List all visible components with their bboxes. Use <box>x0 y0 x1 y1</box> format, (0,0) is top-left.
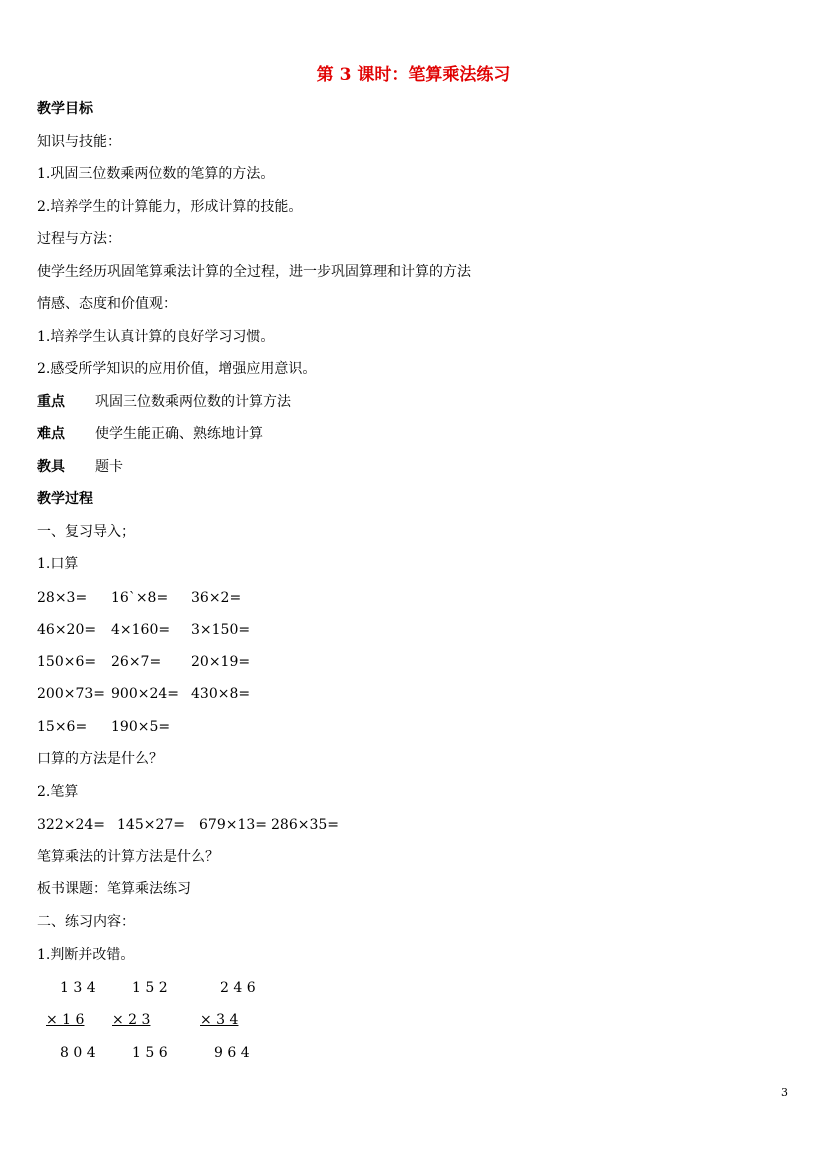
written-heading: 2.笔算 <box>37 784 79 800</box>
judge-result: 8 0 4 <box>60 1045 96 1061</box>
knowledge-item-2: 2.培养学生的计算能力，形成计算的技能。 <box>37 199 303 215</box>
page-number: 3 <box>781 1086 788 1099</box>
oral-question: 口算的方法是什么？ <box>37 751 163 767</box>
difficulty-label: 难点 <box>37 426 65 442</box>
judge-multiplier: × 1 6 <box>46 1012 85 1028</box>
judge-heading: 1.判断并改错。 <box>37 947 135 963</box>
knowledge-heading: 知识与技能： <box>37 134 121 150</box>
oral-item: 20×19= <box>191 654 251 670</box>
oral-item: 46×20= <box>37 622 97 638</box>
oral-item: 430×8= <box>191 686 251 702</box>
oral-item: 16`×8= <box>111 590 169 606</box>
judge-multiplier: × 3 4 <box>200 1012 239 1028</box>
oral-item: 4×160= <box>111 622 171 638</box>
process-heading: 过程与方法： <box>37 231 121 247</box>
practice-heading: 二、练习内容： <box>37 914 135 930</box>
written-question: 笔算乘法的计算方法是什么？ <box>37 849 219 865</box>
difficulty-point <box>37 425 263 443</box>
key-label: 重点 <box>37 394 65 410</box>
oral-item: 3×150= <box>191 622 251 638</box>
judge-top: 1 5 2 <box>132 980 168 996</box>
written-item: 145×27= <box>117 817 185 833</box>
written-item: 679×13= <box>199 817 267 833</box>
review-heading: 一、复习导入； <box>37 524 135 540</box>
oral-item: 200×73= <box>37 686 105 702</box>
board-title: 板书课题：笔算乘法练习 <box>37 881 191 897</box>
judge-top: 1 3 4 <box>60 980 96 996</box>
written-item: 286×35= <box>271 817 339 833</box>
tools-text: 题卡 <box>95 459 123 475</box>
tools-point <box>37 458 123 476</box>
tools-label: 教具 <box>37 459 65 475</box>
judge-result: 9 6 4 <box>214 1045 250 1061</box>
oral-item: 190×5= <box>111 719 171 735</box>
judge-multiplier: × 2 3 <box>112 1012 151 1028</box>
emotion-item-2: 2.感受所学知识的应用价值，增强应用意识。 <box>37 361 317 377</box>
oral-item: 26×7= <box>111 654 162 670</box>
oral-item: 150×6= <box>37 654 97 670</box>
oral-item: 900×24= <box>111 686 179 702</box>
oral-heading: 1.口算 <box>37 556 79 572</box>
difficulty-text: 使学生能正确、熟练地计算 <box>95 426 263 442</box>
oral-item: 28×3= <box>37 590 88 606</box>
oral-item: 36×2= <box>191 590 242 606</box>
key-text: 巩固三位数乘两位数的计算方法 <box>95 394 291 410</box>
judge-top: 2 4 6 <box>220 980 256 996</box>
procedure-heading: 教学过程 <box>37 491 93 507</box>
emotion-item-1: 1.培养学生认真计算的良好学习习惯。 <box>37 329 275 345</box>
oral-item: 15×6= <box>37 719 88 735</box>
key-point <box>37 393 291 411</box>
written-item: 322×24= <box>37 817 105 833</box>
objectives-heading: 教学目标 <box>37 101 93 117</box>
emotion-heading: 情感、态度和价值观： <box>37 296 177 312</box>
knowledge-item-1: 1.巩固三位数乘两位数的笔算的方法。 <box>37 166 275 182</box>
judge-result: 1 5 6 <box>132 1045 168 1061</box>
page-title: 第 3 课时：笔算乘法练习 <box>316 65 511 85</box>
process-item-1: 使学生经历巩固笔算乘法计算的全过程，进一步巩固算理和计算的方法 <box>37 264 471 280</box>
